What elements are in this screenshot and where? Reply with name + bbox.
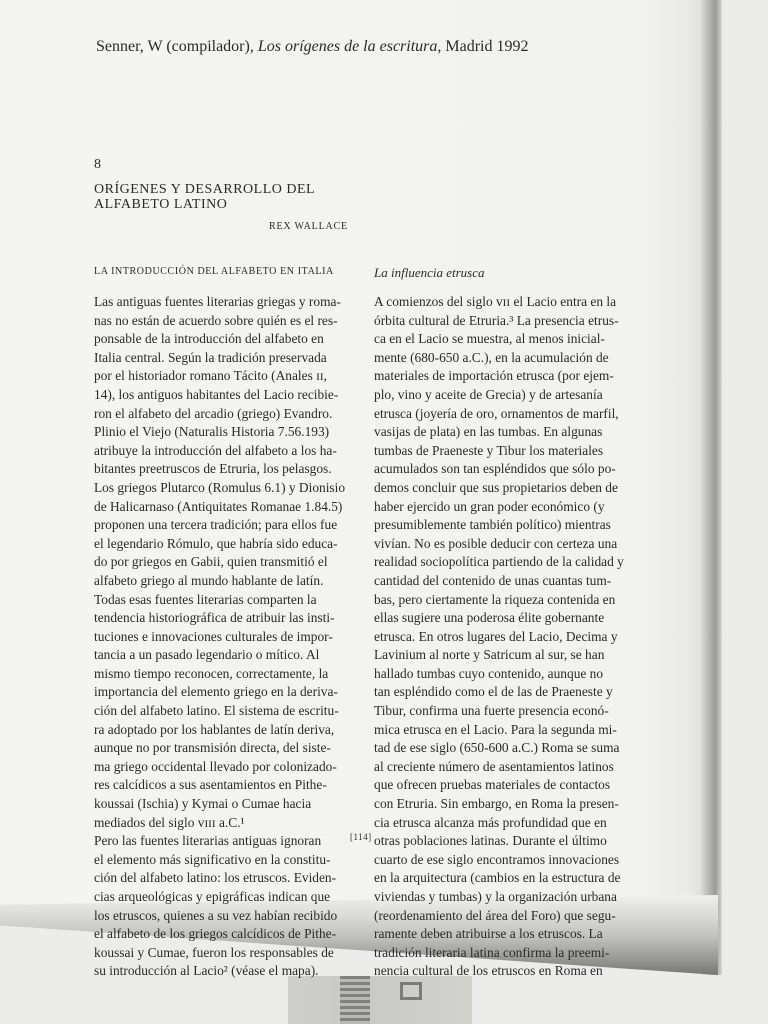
citation-suffix: , Madrid 1992 bbox=[437, 38, 529, 55]
chapter-title-line: ALFABETO LATINO bbox=[94, 197, 228, 212]
chapter-title bbox=[94, 182, 315, 212]
text-line: en la arquitectura (cambios en la estructura de bbox=[374, 870, 621, 886]
text-line: acumulados son tan espléndidos que sólo po- bbox=[374, 461, 616, 477]
scan-stamp bbox=[288, 976, 472, 1024]
text-line: cantidad del contenido de unas cuantas tum- bbox=[374, 572, 612, 588]
text-line: koussai (Ischia) y Kymai o Cumae hacia bbox=[94, 796, 312, 812]
text-line: Todas esas fuentes literarias comparten la bbox=[94, 591, 317, 607]
bibliographic-citation bbox=[96, 38, 529, 56]
right-text-column bbox=[374, 293, 624, 981]
text-line: tendencia historiográfica de atribuir las insti- bbox=[94, 610, 335, 626]
text-line: etrusca. En otros lugares del Lacio, Decima y bbox=[374, 628, 618, 644]
text-line: Las antiguas fuentes literarias griegas y roma- bbox=[94, 294, 341, 309]
text-line: cuarto de ese siglo encontramos innovaciones bbox=[374, 851, 620, 867]
text-line: ra adoptado por los hablantes de latín deriva, bbox=[94, 721, 335, 737]
text-line: Italia central. Según la tradición preservada bbox=[94, 349, 327, 365]
text-line: bitantes preetruscos de Etruria, los pelasgos. bbox=[94, 461, 332, 477]
stamp-mark bbox=[340, 976, 370, 1024]
text-line: alfabeto griego al mundo hablante de latín. bbox=[94, 572, 324, 588]
text-line: con Etruria. Sin embargo, en Roma la presen- bbox=[374, 796, 619, 812]
text-line: proponen una tercera tradición; para ellos fue bbox=[94, 517, 338, 533]
citation-prefix: Senner, W (compilador), bbox=[96, 38, 258, 55]
chapter-title-line: ORÍGENES Y DESARROLLO DEL bbox=[94, 182, 316, 197]
text-line: Plinio el Viejo (Naturalis Historia 7.56.193) bbox=[94, 424, 330, 440]
text-line: ellas sugiere una poderosa élite gobernante bbox=[374, 610, 605, 626]
text-line: el elemento más significativo en la constitu- bbox=[94, 851, 331, 867]
chapter-number: 8 bbox=[94, 157, 101, 172]
text-line: los etruscos, quienes a su vez habían recibido bbox=[94, 907, 338, 923]
text-line: materiales de importación etrusca (por ejem- bbox=[374, 368, 614, 384]
text-line: (reordenamiento del área del Foro) que segu- bbox=[374, 907, 616, 923]
text-line: mismo tiempo reconocen, correctamente, la bbox=[94, 665, 329, 681]
text-line: ción del alfabeto latino: los etruscos. Eviden- bbox=[94, 870, 337, 886]
text-line: vivían. No es posible deducir con certeza una bbox=[374, 535, 618, 551]
left-text-column bbox=[94, 293, 345, 981]
text-line: plo, vino y aceite de Grecia) y de artesanía bbox=[374, 386, 603, 402]
section-heading-right: La influencia etrusca bbox=[374, 265, 485, 280]
text-line: ción del alfabeto latino. El sistema de escritu- bbox=[94, 703, 339, 719]
text-line: tuciones e innovaciones culturales de impor- bbox=[94, 628, 333, 644]
text-line: cias arqueológicas y epigráficas indican que bbox=[94, 889, 331, 904]
text-line: realidad sociopolítica partiendo de la calidad y bbox=[374, 554, 624, 570]
text-line: koussai y Cumae, fueron los responsables de bbox=[94, 944, 334, 960]
text-line: viviendas y tumbas) y la organización urbana bbox=[374, 889, 617, 904]
text-line: nas no están de acuerdo sobre quién es el res- bbox=[94, 312, 338, 328]
text-line: Pero las fuentes literarias antiguas ignoran bbox=[94, 833, 322, 849]
section-heading-left: LA INTRODUCCIÓN DEL ALFABETO EN ITALIA bbox=[94, 266, 334, 277]
text-line: por el historiador romano Tácito (Anales ɪɪ, bbox=[94, 368, 327, 384]
stamp-box-mark bbox=[400, 982, 422, 1000]
text-line: importancia del elemento griego en la deriva- bbox=[94, 684, 338, 700]
page-gutter-shadow bbox=[700, 0, 722, 975]
text-line: tad de ese siglo (650-600 a.C.) Roma se suma bbox=[374, 740, 620, 756]
text-line: A comienzos del siglo ᴠɪɪ el Lacio entra en la bbox=[374, 294, 617, 309]
text-line: res calcídicos a sus asentamientos en Pithe- bbox=[94, 777, 327, 793]
text-line: mica etrusca en el Lacio. Para la segunda mi- bbox=[374, 721, 617, 737]
text-line: etrusca (joyería de oro, ornamentos de marfil, bbox=[374, 405, 619, 421]
text-line: tan espléndido como el de las de Praeneste y bbox=[374, 684, 613, 700]
chapter-author: REX WALLACE bbox=[269, 221, 348, 232]
citation-title: Los orígenes de la escritura bbox=[257, 38, 438, 55]
page-number: [114] bbox=[350, 832, 372, 842]
text-line: ma griego occidental llevado por colonizado- bbox=[94, 758, 337, 774]
text-line: cia etrusca alcanza más profundidad que en bbox=[374, 814, 607, 830]
text-line: do por griegos en Gabii, quien transmitió el bbox=[94, 554, 328, 570]
text-line: mente (680-650 a.C.), en la acumulación de bbox=[374, 349, 609, 365]
text-line: nencia cultural de los etruscos en Roma en bbox=[374, 963, 603, 979]
text-line: tradición literaria latina confirma la preemi- bbox=[374, 944, 610, 960]
text-line: haber ejercido un gran poder económico (y bbox=[374, 498, 605, 514]
text-line: el legendario Rómulo, que habría sido educa- bbox=[94, 535, 338, 551]
text-line: ponsable de la introducción del alfabeto en bbox=[94, 331, 324, 347]
text-line: de Halicarnaso (Antiquitates Romanae 1.84.5) bbox=[94, 498, 343, 514]
text-line: el alfabeto de los griegos calcídicos de Pithe- bbox=[94, 926, 337, 942]
text-line: atribuye la introducción del alfabeto a los ha- bbox=[94, 442, 337, 458]
text-line: otras poblaciones latinas. Durante el último bbox=[374, 833, 607, 849]
text-line: presumiblemente también político) mientras bbox=[374, 517, 611, 533]
text-line: ca en el Lacio se muestra, al menos inicial- bbox=[374, 331, 605, 347]
text-line: al creciente número de asentamientos latinos bbox=[374, 758, 614, 774]
text-line: 14), los antiguos habitantes del Lacio recibie- bbox=[94, 386, 339, 402]
text-line: tumbas de Praeneste y Tibur los materiales bbox=[374, 442, 604, 458]
text-line: ramente deben atribuirse a los etruscos. La bbox=[374, 926, 603, 942]
text-line: bas, pero ciertamente la riqueza contenida en bbox=[374, 591, 616, 607]
text-line: que ofrecen pruebas materiales de contactos bbox=[374, 777, 611, 793]
text-line: órbita cultural de Etruria.³ La presencia etrus- bbox=[374, 312, 619, 328]
text-line: vasijas de plata) en las tumbas. En algunas bbox=[374, 424, 603, 440]
text-line: su introducción al Lacio² (véase el mapa). bbox=[94, 963, 319, 979]
text-line: Lavinium al norte y Satricum al sur, se han bbox=[374, 647, 605, 663]
text-line: ron el alfabeto del arcadio (griego) Evandro. bbox=[94, 405, 333, 421]
text-line: mediados del siglo ᴠɪɪɪ a.C.¹ bbox=[94, 814, 245, 830]
text-line: Tibur, confirma una fuerte presencia econó- bbox=[374, 703, 609, 719]
text-line: hallado tumbas cuyo contenido, aunque no bbox=[374, 665, 604, 681]
text-line: tancia a un pasado legendario o mítico. Al bbox=[94, 647, 320, 663]
text-line: demos concluir que sus propietarios deben de bbox=[374, 479, 618, 495]
text-line: aunque no por transmisión directa, del siste- bbox=[94, 740, 331, 756]
text-line: Los griegos Plutarco (Romulus 6.1) y Dionisio bbox=[94, 479, 346, 495]
